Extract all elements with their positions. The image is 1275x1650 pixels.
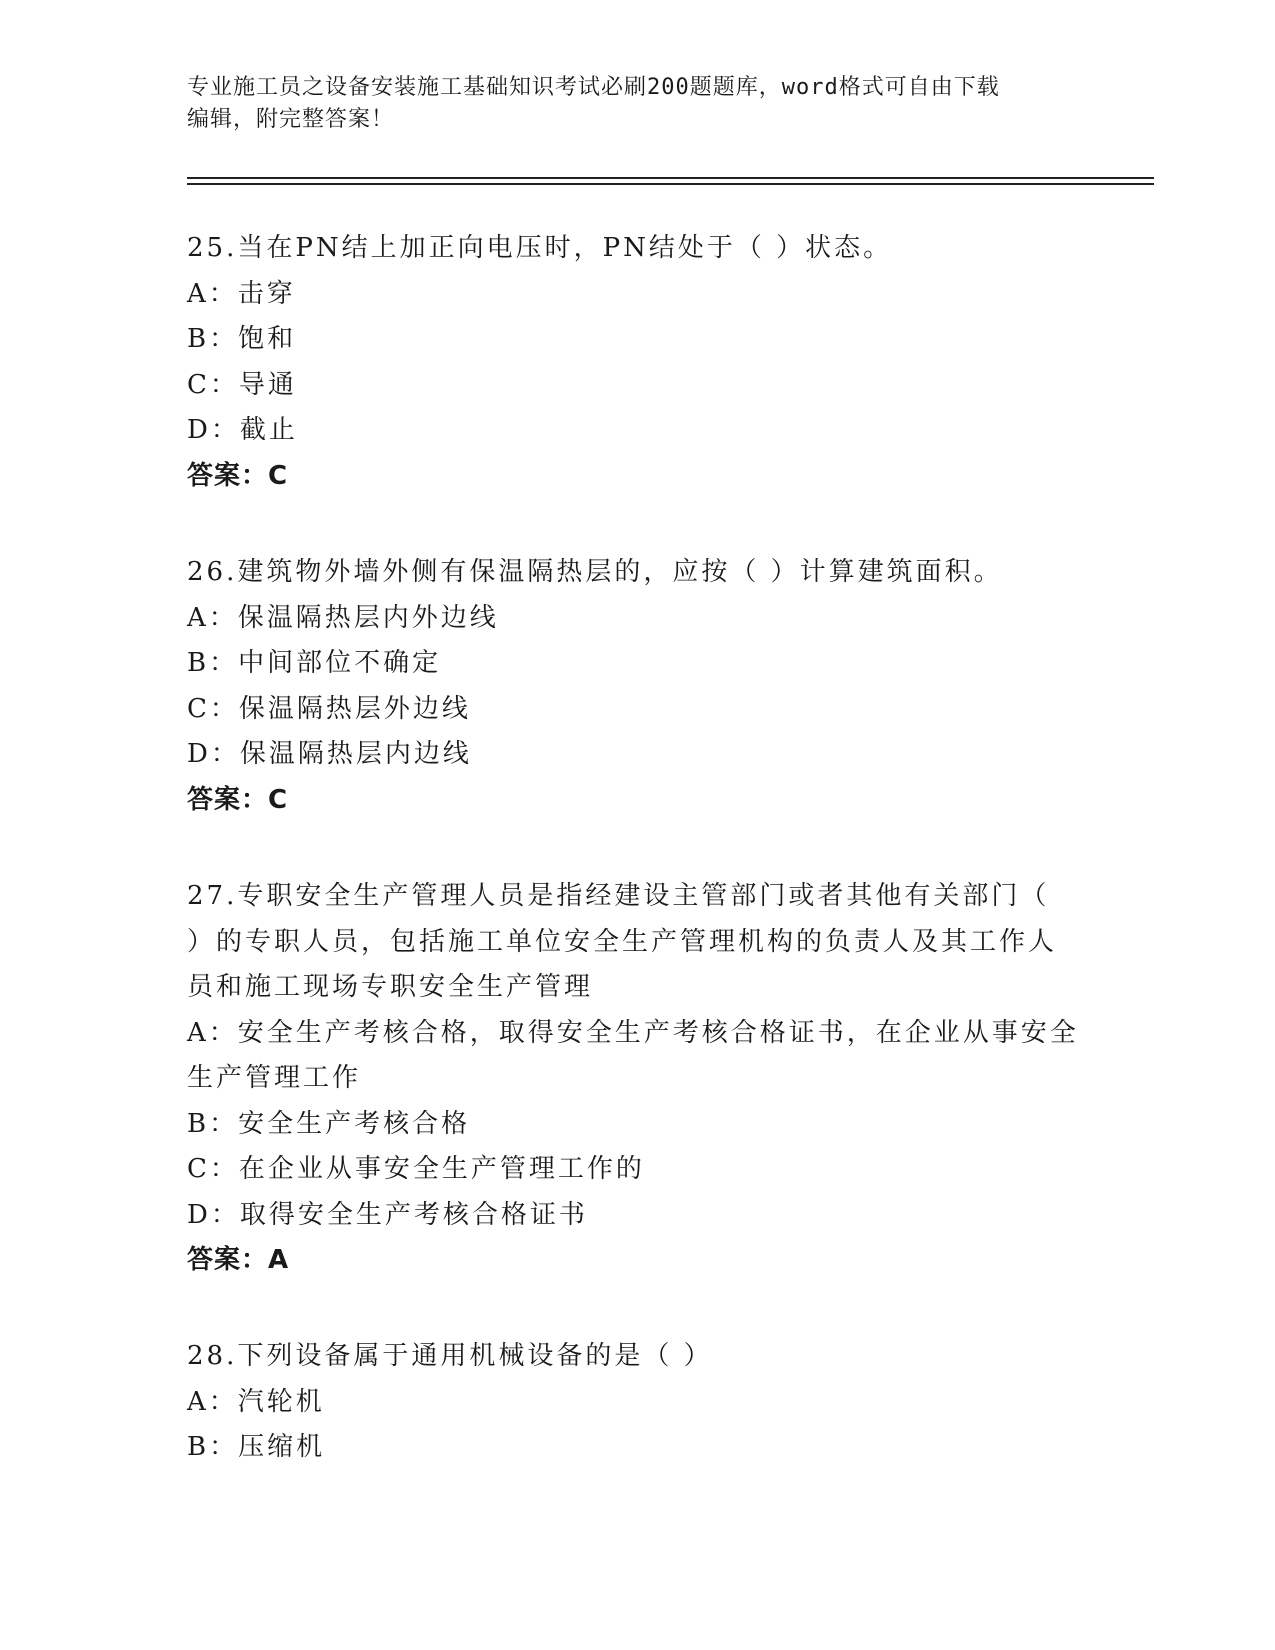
header-divider-top	[187, 177, 1154, 179]
option-d: D：取得安全生产考核合格证书	[187, 1199, 588, 1230]
answer-line: 答案：C	[187, 460, 289, 491]
answer-line: 答案：A	[187, 1245, 290, 1275]
option-b: B：压缩机	[187, 1432, 326, 1462]
question-stem: 28.下列设备属于通用机械设备的是（ ）	[187, 1341, 713, 1371]
option-a: A：击穿	[187, 278, 296, 309]
question-stem-line-2: ）的专职人员，包括施工单位安全生产管理机构的负责人及其工作人	[187, 926, 1058, 957]
option-a-line-1: A：安全生产考核合格，取得安全生产考核合格证书，在企业从事安全	[187, 1017, 1079, 1048]
document-header	[187, 72, 1087, 136]
option-b: B：饱和	[187, 324, 297, 354]
option-b: B：中间部位不确定	[187, 648, 442, 678]
question-stem: 25.当在PN结上加正向电压时，PN结处于（ ）状态。	[187, 233, 893, 263]
question-stem: 26.建筑物外墙外侧有保温隔热层的，应按（ ）计算建筑面积。	[187, 557, 1003, 587]
answer-line: 答案：C	[187, 784, 289, 815]
question-stem-line-1: 27.专职安全生产管理人员是指经建设主管部门或者其他有关部门（	[187, 881, 1050, 911]
option-b: B：安全生产考核合格	[187, 1108, 471, 1139]
option-c: C：在企业从事安全生产管理工作的	[187, 1154, 645, 1184]
option-a: A：保温隔热层内外边线	[187, 602, 499, 633]
header-line-1: 专业施工员之设备安装施工基础知识考试必刷200题题库，word格式可自由下载	[187, 75, 1000, 100]
option-a: A：汽轮机	[187, 1386, 325, 1417]
question-stem-line-3: 员和施工现场专职安全生产管理	[187, 972, 594, 1002]
option-c: C：导通	[187, 369, 297, 400]
header-line-2: 编辑，附完整答案！	[187, 107, 395, 132]
question-28	[187, 1334, 1087, 1471]
question-25	[187, 226, 1087, 499]
option-d: D：保温隔热层内边线	[187, 739, 472, 769]
question-26	[187, 550, 1087, 823]
option-d: D：截止	[187, 415, 298, 445]
option-a-line-2: 生产管理工作	[187, 1063, 362, 1093]
header-divider-bottom	[187, 183, 1154, 185]
question-27	[187, 874, 1087, 1284]
option-c: C：保温隔热层外边线	[187, 693, 471, 724]
